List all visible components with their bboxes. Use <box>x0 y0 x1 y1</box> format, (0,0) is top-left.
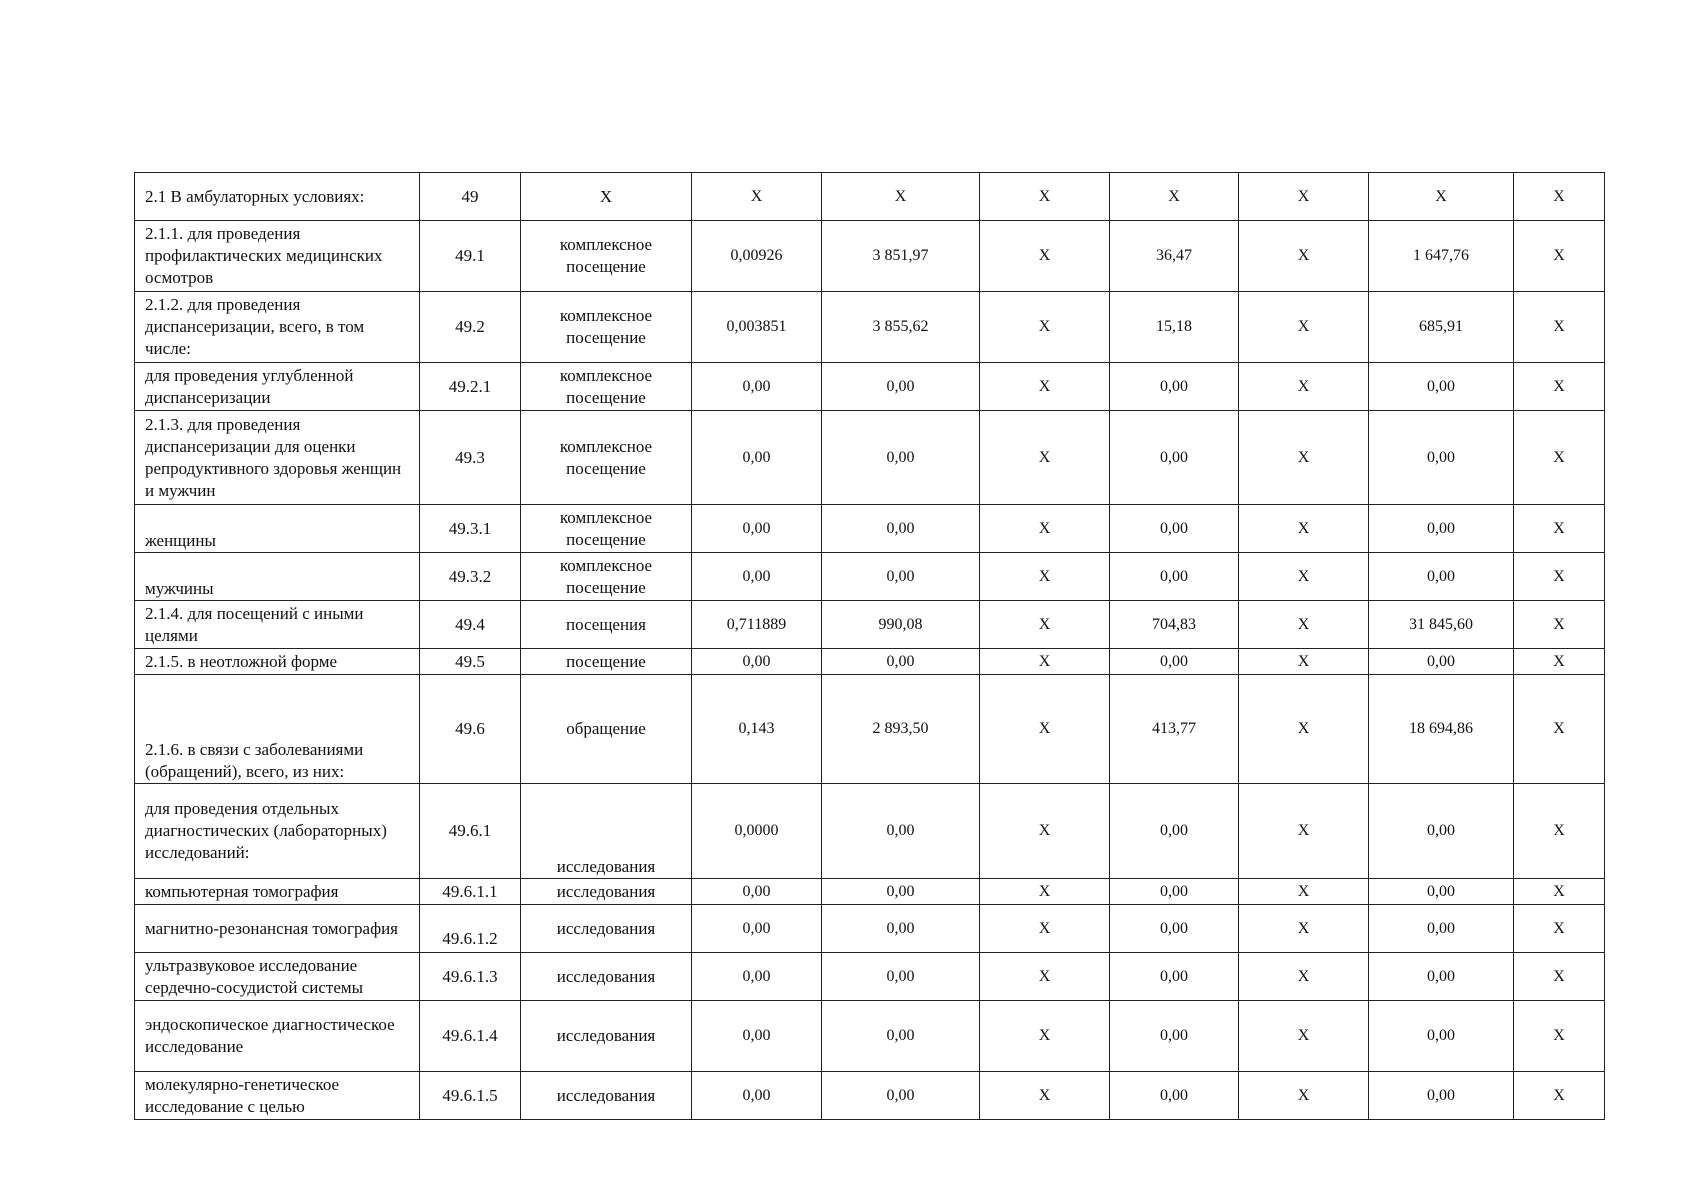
row-unit: исследования <box>521 879 692 905</box>
row-name: эндоскопическое диагностическое исследование <box>135 1001 420 1072</box>
row-col7: Х <box>1239 1072 1369 1120</box>
row-col3: 0,00 <box>692 1072 822 1120</box>
row-name: компьютерная томография <box>135 879 420 905</box>
row-col9: Х <box>1514 784 1605 879</box>
row-col3: 0,711889 <box>692 601 822 649</box>
row-col3: 0,00 <box>692 649 822 675</box>
row-name: 2.1 В амбулаторных условиях: <box>135 173 420 221</box>
row-col4: 0,00 <box>822 411 980 505</box>
table-row <box>135 1001 1605 1072</box>
row-col7: Х <box>1239 292 1369 363</box>
row-col4: 990,08 <box>822 601 980 649</box>
row-col3: 0,143 <box>692 675 822 784</box>
table-row <box>135 953 1605 1001</box>
row-col8: 0,00 <box>1369 953 1514 1001</box>
table-row <box>135 411 1605 505</box>
row-col8: 0,00 <box>1369 363 1514 411</box>
table-row <box>135 292 1605 363</box>
row-col9: Х <box>1514 601 1605 649</box>
table-row <box>135 649 1605 675</box>
table-row <box>135 905 1605 953</box>
row-col9: Х <box>1514 1001 1605 1072</box>
row-col8: 1 647,76 <box>1369 221 1514 292</box>
row-col6: 0,00 <box>1110 953 1239 1001</box>
row-code: 49.6 <box>420 675 521 784</box>
row-name: 2.1.6. в связи с заболеваниями (обращений), всего, из них: <box>135 675 420 784</box>
row-code: 49.6.1.2 <box>420 905 521 953</box>
row-col9: Х <box>1514 221 1605 292</box>
row-col4: 0,00 <box>822 553 980 601</box>
table-row <box>135 173 1605 221</box>
row-unit: комплексное посещение <box>521 221 692 292</box>
row-col6: Х <box>1110 173 1239 221</box>
row-unit: исследования <box>521 905 692 953</box>
row-col7: Х <box>1239 879 1369 905</box>
row-col9: Х <box>1514 953 1605 1001</box>
row-col3: 0,00926 <box>692 221 822 292</box>
row-code: 49.2.1 <box>420 363 521 411</box>
row-col8: 0,00 <box>1369 553 1514 601</box>
row-col5: Х <box>980 1072 1110 1120</box>
row-col3: 0,0000 <box>692 784 822 879</box>
row-col6: 0,00 <box>1110 784 1239 879</box>
row-col9: Х <box>1514 1072 1605 1120</box>
row-col9: Х <box>1514 292 1605 363</box>
row-col5: Х <box>980 675 1110 784</box>
row-col5: Х <box>980 601 1110 649</box>
row-unit: исследования <box>521 953 692 1001</box>
row-unit: Х <box>521 173 692 221</box>
table-row <box>135 553 1605 601</box>
row-col5: Х <box>980 221 1110 292</box>
row-col8: 0,00 <box>1369 1001 1514 1072</box>
row-col8: 0,00 <box>1369 905 1514 953</box>
row-col5: Х <box>980 1001 1110 1072</box>
row-name: 2.1.4. для посещений с иными целями <box>135 601 420 649</box>
row-col6: 0,00 <box>1110 649 1239 675</box>
row-col8: 0,00 <box>1369 411 1514 505</box>
row-unit: комплексное посещение <box>521 411 692 505</box>
table-row <box>135 675 1605 784</box>
table-row <box>135 601 1605 649</box>
row-col4: 3 855,62 <box>822 292 980 363</box>
row-col6: 0,00 <box>1110 553 1239 601</box>
row-col5: Х <box>980 411 1110 505</box>
row-col5: Х <box>980 879 1110 905</box>
row-unit: исследования <box>521 1072 692 1120</box>
row-name: для проведения углубленной диспансеризации <box>135 363 420 411</box>
row-col9: Х <box>1514 649 1605 675</box>
table-row <box>135 505 1605 553</box>
row-col6: 413,77 <box>1110 675 1239 784</box>
row-col6: 15,18 <box>1110 292 1239 363</box>
row-code: 49.5 <box>420 649 521 675</box>
row-col8: Х <box>1369 173 1514 221</box>
row-col4: 3 851,97 <box>822 221 980 292</box>
row-col9: Х <box>1514 173 1605 221</box>
table-row <box>135 1072 1605 1120</box>
row-code: 49.6.1.5 <box>420 1072 521 1120</box>
row-code: 49.6.1 <box>420 784 521 879</box>
row-col3: Х <box>692 173 822 221</box>
row-code: 49.3.1 <box>420 505 521 553</box>
row-col3: 0,00 <box>692 363 822 411</box>
row-col9: Х <box>1514 879 1605 905</box>
row-col3: 0,00 <box>692 905 822 953</box>
row-col3: 0,00 <box>692 1001 822 1072</box>
row-col6: 0,00 <box>1110 1072 1239 1120</box>
row-col4: 0,00 <box>822 649 980 675</box>
row-col8: 0,00 <box>1369 649 1514 675</box>
row-col5: Х <box>980 784 1110 879</box>
row-name: женщины <box>135 505 420 553</box>
row-col3: 0,00 <box>692 953 822 1001</box>
row-col9: Х <box>1514 505 1605 553</box>
row-col5: Х <box>980 649 1110 675</box>
row-col7: Х <box>1239 363 1369 411</box>
row-col8: 31 845,60 <box>1369 601 1514 649</box>
row-code: 49.6.1.3 <box>420 953 521 1001</box>
row-col7: Х <box>1239 221 1369 292</box>
row-col6: 0,00 <box>1110 879 1239 905</box>
row-col4: 0,00 <box>822 363 980 411</box>
row-code: 49.4 <box>420 601 521 649</box>
row-col7: Х <box>1239 1001 1369 1072</box>
row-name: 2.1.1. для проведения профилактических медицинских осмотров <box>135 221 420 292</box>
row-col9: Х <box>1514 411 1605 505</box>
row-col4: 0,00 <box>822 1072 980 1120</box>
row-col3: 0,00 <box>692 553 822 601</box>
row-col7: Х <box>1239 505 1369 553</box>
row-code: 49 <box>420 173 521 221</box>
row-code: 49.2 <box>420 292 521 363</box>
row-col3: 0,00 <box>692 505 822 553</box>
row-name: мужчины <box>135 553 420 601</box>
row-col9: Х <box>1514 363 1605 411</box>
row-col3: 0,00 <box>692 879 822 905</box>
row-col4: 0,00 <box>822 784 980 879</box>
table-row <box>135 784 1605 879</box>
row-unit: исследования <box>521 784 692 879</box>
row-code: 49.6.1.4 <box>420 1001 521 1072</box>
row-col5: Х <box>980 292 1110 363</box>
row-col8: 685,91 <box>1369 292 1514 363</box>
row-unit: комплексное посещение <box>521 505 692 553</box>
row-code: 49.6.1.1 <box>420 879 521 905</box>
row-col7: Х <box>1239 953 1369 1001</box>
table-row <box>135 879 1605 905</box>
row-col6: 704,83 <box>1110 601 1239 649</box>
row-name: магнитно-резонансная томография <box>135 905 420 953</box>
row-name: 2.1.2. для проведения диспансеризации, всего, в том числе: <box>135 292 420 363</box>
row-col7: Х <box>1239 784 1369 879</box>
row-unit: исследования <box>521 1001 692 1072</box>
row-col4: 0,00 <box>822 505 980 553</box>
row-col7: Х <box>1239 675 1369 784</box>
row-name: 2.1.5. в неотложной форме <box>135 649 420 675</box>
row-col3: 0,00 <box>692 411 822 505</box>
row-col6: 0,00 <box>1110 411 1239 505</box>
row-col5: Х <box>980 363 1110 411</box>
row-unit: комплексное посещение <box>521 292 692 363</box>
row-col8: 0,00 <box>1369 505 1514 553</box>
row-name: ультразвуковое исследование сердечно-сосудистой системы <box>135 953 420 1001</box>
row-col7: Х <box>1239 905 1369 953</box>
row-col7: Х <box>1239 649 1369 675</box>
row-col7: Х <box>1239 553 1369 601</box>
row-unit: комплексное посещение <box>521 553 692 601</box>
row-col9: Х <box>1514 905 1605 953</box>
row-col4: 0,00 <box>822 1001 980 1072</box>
row-code: 49.3 <box>420 411 521 505</box>
row-col5: Х <box>980 953 1110 1001</box>
row-col6: 36,47 <box>1110 221 1239 292</box>
row-col6: 0,00 <box>1110 1001 1239 1072</box>
table-row <box>135 363 1605 411</box>
row-name: для проведения отдельных диагностических (лабораторных) исследований: <box>135 784 420 879</box>
row-col7: Х <box>1239 601 1369 649</box>
row-col5: Х <box>980 505 1110 553</box>
row-code: 49.3.2 <box>420 553 521 601</box>
row-unit: посещения <box>521 601 692 649</box>
row-col8: 18 694,86 <box>1369 675 1514 784</box>
row-col7: Х <box>1239 411 1369 505</box>
row-col6: 0,00 <box>1110 905 1239 953</box>
data-table <box>134 172 1605 1120</box>
row-code: 49.1 <box>420 221 521 292</box>
row-col6: 0,00 <box>1110 363 1239 411</box>
row-col4: 0,00 <box>822 905 980 953</box>
row-unit: обращение <box>521 675 692 784</box>
row-col9: Х <box>1514 675 1605 784</box>
row-col5: Х <box>980 173 1110 221</box>
row-unit: посещение <box>521 649 692 675</box>
row-unit: комплексное посещение <box>521 363 692 411</box>
row-name: 2.1.3. для проведения диспансеризации для оценки репродуктивного здоровья женщин и мужчин <box>135 411 420 505</box>
row-col4: 0,00 <box>822 879 980 905</box>
row-col4: 0,00 <box>822 953 980 1001</box>
row-col7: Х <box>1239 173 1369 221</box>
row-col5: Х <box>980 553 1110 601</box>
row-col6: 0,00 <box>1110 505 1239 553</box>
row-name: молекулярно-генетическое исследование с целью <box>135 1072 420 1120</box>
table-row <box>135 221 1605 292</box>
row-col5: Х <box>980 905 1110 953</box>
row-col8: 0,00 <box>1369 879 1514 905</box>
row-col4: Х <box>822 173 980 221</box>
row-col3: 0,003851 <box>692 292 822 363</box>
row-col8: 0,00 <box>1369 784 1514 879</box>
row-col9: Х <box>1514 553 1605 601</box>
row-col8: 0,00 <box>1369 1072 1514 1120</box>
row-col4: 2 893,50 <box>822 675 980 784</box>
